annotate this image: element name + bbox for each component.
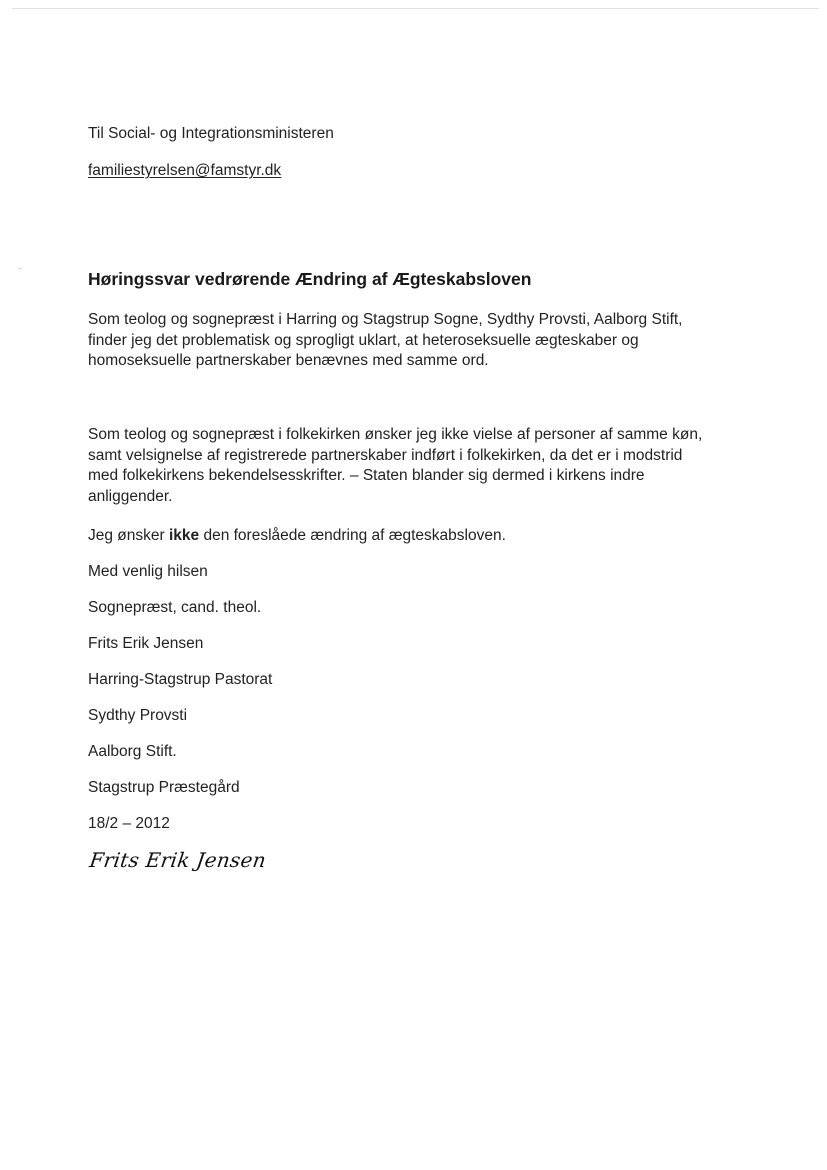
sender-deanery: Sydthy Provsti — [88, 707, 188, 724]
statement-line — [88, 526, 506, 547]
scan-top-edge — [12, 8, 819, 9]
statement-after: den foreslåede ændring af ægteskabsloven. — [199, 527, 506, 544]
statement-emphasis: ikke — [168, 527, 200, 544]
sender-address: Stagstrup Præstegård — [88, 779, 240, 796]
paragraph-2-line: med folkekirkens bekendelsesskrifter. – Staten blander sig dermed i kirkens indre — [88, 467, 645, 484]
sender-title: Sognepræst, cand. theol. — [88, 599, 262, 616]
recipient-line: Til Social- og Integrationsministeren — [88, 125, 334, 142]
paragraph-2-line: Som teolog og sognepræst i folkekirken ønsker jeg ikke vielse af personer af samme køn, — [88, 426, 703, 443]
letter-heading: Høringssvar vedrørende Ændring af Ægteskabsloven — [88, 269, 532, 289]
paragraph-1-line: finder jeg det problematisk og sprogligt uklart, at heteroseksuelle ægteskaber og — [88, 331, 639, 349]
closing-greeting: Med venlig hilsen — [88, 563, 208, 580]
paragraph-2-line: anliggender. — [88, 487, 173, 505]
statement-before: Jeg ønsker — [88, 527, 169, 544]
email-link[interactable]: familiestyrelsen@famstyr.dk — [88, 162, 282, 179]
email-address — [88, 161, 281, 182]
sender-name: Frits Erik Jensen — [88, 635, 204, 652]
handwritten-signature: Frits Erik Jensen — [88, 848, 268, 872]
paragraph-1-line: Som teolog og sognepræst i Harring og Stagstrup Sogne, Sydthy Provsti, Aalborg Stift, — [88, 311, 683, 328]
paragraph-2 — [88, 425, 768, 507]
sender-diocese: Aalborg Stift. — [88, 743, 177, 760]
sender-pastorate: Harring-Stagstrup Pastorat — [88, 671, 273, 688]
paragraph-1-line: homoseksuelle partnerskaber benævnes med samme ord. — [88, 352, 489, 369]
paragraph-2-line: samt velsignelse af registrerede partnerskaber indført i folkekirken, da det er i modstrid — [88, 446, 683, 464]
scan-margin-mark — [18, 268, 21, 269]
letter-date: 18/2 – 2012 — [88, 815, 170, 832]
paragraph-1 — [88, 310, 768, 372]
